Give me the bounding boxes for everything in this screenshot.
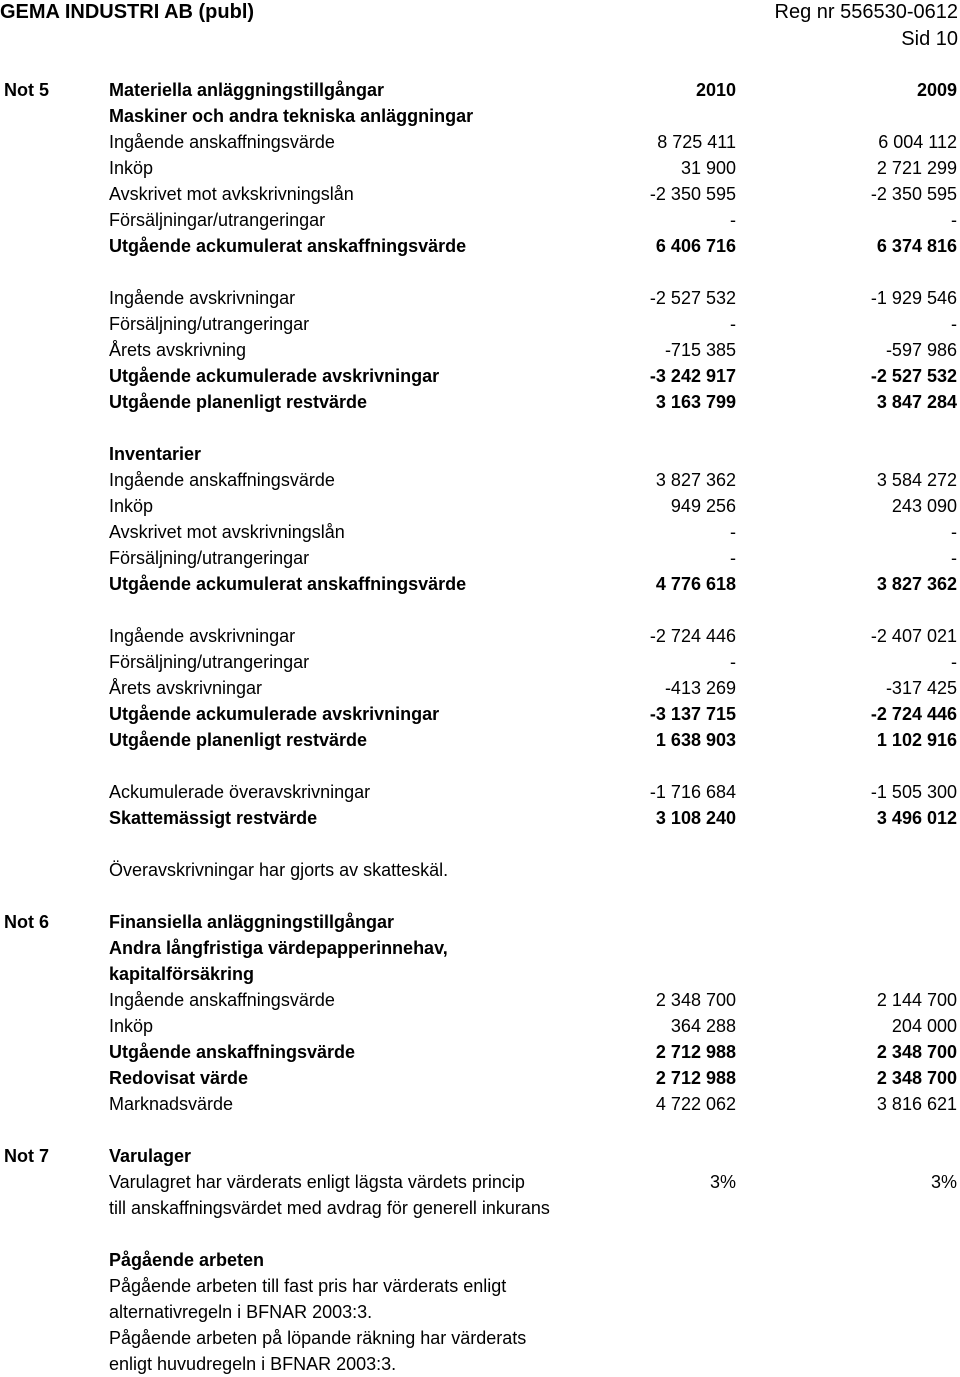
- value-2010: 3 108 240: [655, 808, 736, 828]
- row-label: Ackumulerade överavskrivningar: [109, 782, 371, 802]
- value-2010: 1 638 903: [655, 730, 736, 750]
- value-2009: 6 374 816: [876, 236, 957, 256]
- table-row: [0, 1325, 960, 1351]
- value-2010: 6 406 716: [655, 236, 736, 256]
- row-label: Avskrivet mot avkskrivningslån: [109, 184, 354, 204]
- value-2009: 1 102 916: [876, 730, 957, 750]
- row-label: alternativregeln i BFNAR 2003:3.: [109, 1302, 373, 1322]
- row-label: Utgående ackumulerade avskrivningar: [109, 704, 440, 724]
- note-label: Not 6: [4, 912, 49, 932]
- value-2009: 3 827 362: [876, 574, 957, 594]
- value-2010: -3 137 715: [649, 704, 736, 724]
- value-2010: 949 256: [670, 496, 736, 516]
- row-label: Varulagret har värderats enligt lägsta värdets princip: [109, 1172, 525, 1192]
- value-2009: -2 407 021: [870, 626, 957, 646]
- table-row: [0, 77, 960, 103]
- row-label: Inköp: [109, 1016, 154, 1036]
- row-label: Utgående ackumulerat anskaffningsvärde: [109, 236, 467, 256]
- table-row: [0, 493, 960, 519]
- value-2009: -: [951, 522, 957, 542]
- table-row: [0, 571, 960, 597]
- value-2009: 3 847 284: [876, 392, 957, 412]
- value-2009: -2 724 446: [870, 704, 957, 724]
- value-2009: 3 816 621: [876, 1094, 957, 1114]
- table-row: [0, 337, 960, 363]
- value-2010: 2 712 988: [655, 1042, 736, 1062]
- value-2010: 3 827 362: [655, 470, 736, 490]
- table-row: [0, 675, 960, 701]
- value-2010: -2 724 446: [649, 626, 736, 646]
- row-label: Försäljning/utrangeringar: [109, 548, 310, 568]
- table-row: [0, 467, 960, 493]
- row-label: Försäljningar/utrangeringar: [109, 210, 326, 230]
- row-label: Inventarier: [109, 444, 202, 464]
- value-2010: -2 350 595: [649, 184, 736, 204]
- table-row: [0, 909, 960, 935]
- row-label: Andra långfristiga värdepapperinnehav,: [109, 938, 448, 958]
- table-row: [0, 701, 960, 727]
- value-2010: 2010: [695, 80, 736, 100]
- value-2010: -2 527 532: [649, 288, 736, 308]
- table-row: [0, 103, 960, 129]
- page-number: Sid 10: [901, 28, 958, 50]
- table-row: [0, 233, 960, 259]
- table-row: [0, 805, 960, 831]
- value-2009: 3%: [930, 1172, 957, 1192]
- table-row: [0, 285, 960, 311]
- value-2010: -: [730, 548, 736, 568]
- row-label: Ingående avskrivningar: [109, 288, 296, 308]
- note-label: Not 5: [4, 80, 49, 100]
- table-row: [0, 623, 960, 649]
- row-label: Materiella anläggningstillgångar: [109, 80, 385, 100]
- table-row: [0, 1039, 960, 1065]
- table-row: [0, 519, 960, 545]
- spacer: [0, 597, 960, 623]
- table-row: [0, 129, 960, 155]
- row-label: Ingående anskaffningsvärde: [109, 470, 335, 490]
- value-2010: 2 348 700: [655, 990, 736, 1010]
- registration-number: Reg nr 556530-0612: [774, 1, 958, 23]
- spacer: [0, 1117, 960, 1143]
- row-label: Utgående planenligt restvärde: [109, 730, 368, 750]
- row-label: Ingående anskaffningsvärde: [109, 132, 335, 152]
- table-row: [0, 1143, 960, 1169]
- row-label: Inköp: [109, 496, 154, 516]
- table-row: [0, 649, 960, 675]
- row-label: Pågående arbeten till fast pris har värderats enligt: [109, 1276, 507, 1296]
- row-label: Pågående arbeten på löpande räkning har värderats: [109, 1328, 527, 1348]
- row-label: kapitalförsäkring: [109, 964, 255, 984]
- value-2009: 2 721 299: [876, 158, 957, 178]
- row-label: Redovisat värde: [109, 1068, 249, 1088]
- row-label: Överavskrivningar har gjorts av skatteskäl.: [109, 860, 449, 880]
- row-label: Utgående planenligt restvärde: [109, 392, 368, 412]
- value-2009: -1 929 546: [870, 288, 957, 308]
- value-2009: -317 425: [885, 678, 957, 698]
- value-2009: -: [951, 210, 957, 230]
- value-2009: -: [951, 652, 957, 672]
- value-2010: 3%: [709, 1172, 736, 1192]
- value-2010: 4 776 618: [655, 574, 736, 594]
- row-label: till anskaffningsvärdet med avdrag för generell inkurans: [109, 1198, 550, 1218]
- table-row: [0, 779, 960, 805]
- spacer: [0, 753, 960, 779]
- value-2009: 2009: [916, 80, 957, 100]
- value-2010: 31 900: [680, 158, 736, 178]
- company-name: GEMA INDUSTRI AB (publ): [0, 1, 255, 23]
- value-2010: -715 385: [664, 340, 736, 360]
- value-2009: 243 090: [891, 496, 957, 516]
- value-2010: -: [730, 522, 736, 542]
- table-row: [0, 1195, 960, 1221]
- table-row: [0, 311, 960, 337]
- value-2010: 2 712 988: [655, 1068, 736, 1088]
- value-2009: 3 584 272: [876, 470, 957, 490]
- table-row: [0, 1273, 960, 1299]
- table-row: [0, 207, 960, 233]
- row-label: Försäljning/utrangeringar: [109, 314, 310, 334]
- row-label: Varulager: [109, 1146, 192, 1166]
- notes-table: [0, 77, 960, 1377]
- note-label: Not 7: [4, 1146, 49, 1166]
- row-label: Inköp: [109, 158, 154, 178]
- value-2009: -2 527 532: [870, 366, 957, 386]
- table-row: [0, 1169, 960, 1195]
- table-row: [0, 987, 960, 1013]
- row-label: Marknadsvärde: [109, 1094, 234, 1114]
- table-row: [0, 1091, 960, 1117]
- row-label: Utgående ackumulerat anskaffningsvärde: [109, 574, 467, 594]
- table-row: [0, 727, 960, 753]
- spacer: [0, 831, 960, 857]
- table-row: [0, 961, 960, 987]
- table-row: [0, 389, 960, 415]
- row-label: Maskiner och andra tekniska anläggningar: [109, 106, 474, 126]
- spacer: [0, 1221, 960, 1247]
- value-2010: -3 242 917: [649, 366, 736, 386]
- row-label: Finansiella anläggningstillgångar: [109, 912, 395, 932]
- table-row: [0, 155, 960, 181]
- value-2009: -: [951, 314, 957, 334]
- value-2009: -1 505 300: [870, 782, 957, 802]
- row-label: Årets avskrivning: [109, 340, 247, 360]
- value-2009: 2 144 700: [876, 990, 957, 1010]
- value-2009: 2 348 700: [876, 1042, 957, 1062]
- value-2010: -413 269: [664, 678, 736, 698]
- table-row: [0, 935, 960, 961]
- table-row: [0, 857, 960, 883]
- value-2010: 3 163 799: [655, 392, 736, 412]
- table-row: [0, 363, 960, 389]
- value-2009: -: [951, 548, 957, 568]
- value-2009: -2 350 595: [870, 184, 957, 204]
- row-label: Ingående anskaffningsvärde: [109, 990, 335, 1010]
- spacer: [0, 259, 960, 285]
- row-label: Skattemässigt restvärde: [109, 808, 318, 828]
- value-2010: -1 716 684: [649, 782, 736, 802]
- table-row: [0, 1247, 960, 1273]
- table-row: [0, 1299, 960, 1325]
- value-2009: 6 004 112: [878, 132, 957, 152]
- row-label: Försäljning/utrangeringar: [109, 652, 310, 672]
- row-label: Utgående anskaffningsvärde: [109, 1042, 356, 1062]
- table-row: [0, 1065, 960, 1091]
- value-2009: 204 000: [891, 1016, 957, 1036]
- table-row: [0, 181, 960, 207]
- table-row: [0, 1351, 960, 1377]
- row-label: enligt huvudregeln i BFNAR 2003:3.: [109, 1354, 397, 1374]
- value-2010: -: [730, 210, 736, 230]
- table-row: [0, 1013, 960, 1039]
- value-2010: 8 725 411: [657, 132, 736, 152]
- value-2009: -597 986: [885, 340, 957, 360]
- row-label: Ingående avskrivningar: [109, 626, 296, 646]
- table-row: [0, 441, 960, 467]
- value-2009: 3 496 012: [876, 808, 957, 828]
- value-2010: 364 288: [670, 1016, 736, 1036]
- value-2010: 4 722 062: [655, 1094, 736, 1114]
- row-label: Årets avskrivningar: [109, 678, 263, 698]
- row-label: Pågående arbeten: [109, 1250, 265, 1270]
- table-row: [0, 545, 960, 571]
- row-label: Utgående ackumulerade avskrivningar: [109, 366, 440, 386]
- spacer: [0, 883, 960, 909]
- value-2010: -: [730, 314, 736, 334]
- value-2010: -: [730, 652, 736, 672]
- value-2009: 2 348 700: [876, 1068, 957, 1088]
- row-label: Avskrivet mot avskrivningslån: [109, 522, 345, 542]
- spacer: [0, 415, 960, 441]
